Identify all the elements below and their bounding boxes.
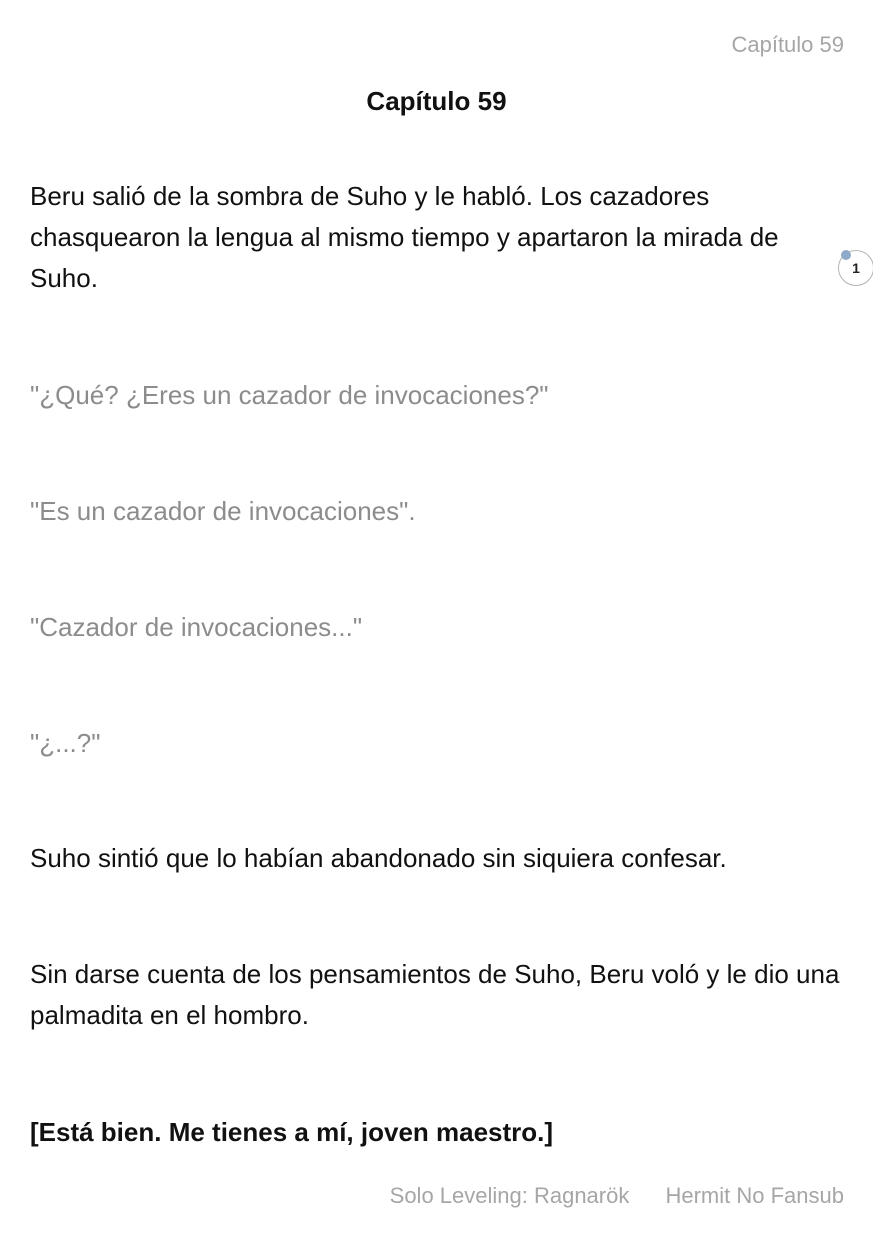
dialog-line: "¿...?" (30, 728, 101, 758)
paragraph: Beru salió de la sombra de Suho y le habló. Los cazadores chasquearon la lengua al mismo tiempo y apartaron la mirada de Suho. (30, 181, 779, 293)
dialog-line: "¿Qué? ¿Eres un cazador de invocaciones?" (30, 380, 549, 410)
comment-indicator-dot (841, 250, 851, 260)
system-message: [Está bien. Me tienes a mí, joven maestro.] (30, 1117, 554, 1147)
footer-translator: Hermit No Fansub (665, 1183, 844, 1208)
dialog-line: "Es un cazador de invocaciones". (30, 496, 416, 526)
comment-count: 1 (852, 260, 860, 276)
dialog-line: "Cazador de invocaciones..." (30, 612, 363, 642)
footer-book-title: Solo Leveling: Ragnarök (389, 1183, 630, 1208)
chapter-title: Capítulo 59 (366, 86, 507, 116)
paragraph: Suho sintió que lo habían abandonado sin siquiera confesar. (30, 843, 727, 873)
footer (390, 1183, 844, 1209)
header-chapter-label: Capítulo 59 (731, 32, 844, 57)
paragraph: Sin darse cuenta de los pensamientos de Suho, Beru voló y le dio una palmadita en el hombro. (30, 959, 840, 1030)
